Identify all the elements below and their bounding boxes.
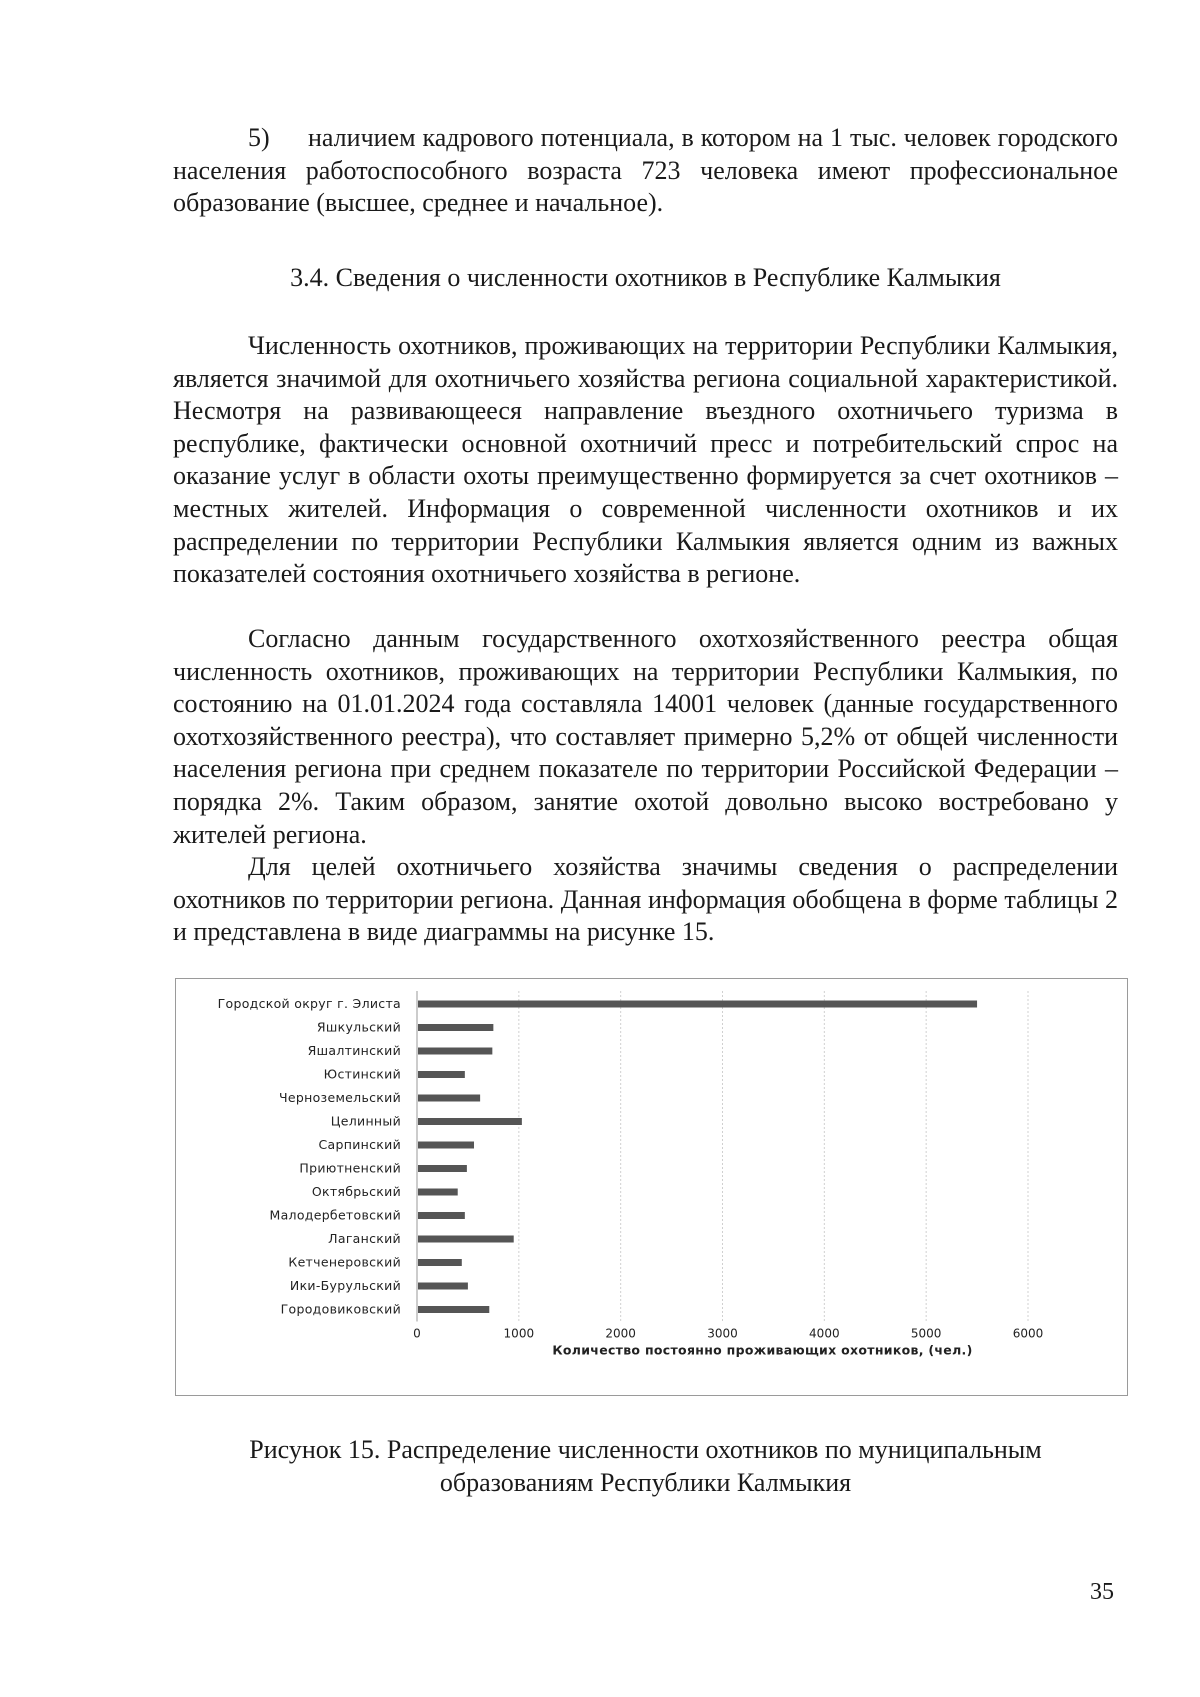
bar-chart <box>176 979 1129 1397</box>
list-item-text: наличием кадрового потенциала, в котором на 1 тыс. человек городского населения работоспособного возраста 723 человека имеют профессиональное образование (высшее, среднее и начальное). <box>173 123 1118 218</box>
category-label: Малодербетовский <box>269 1207 401 1223</box>
bar <box>418 1118 522 1125</box>
bar <box>418 1095 480 1102</box>
bar <box>418 1165 467 1172</box>
category-label: Черноземельский <box>279 1090 401 1105</box>
category-label: Городской округ г. Элиста <box>217 996 401 1011</box>
bar <box>418 1236 514 1243</box>
paragraph-3: Для целей охотничьего хозяйства значимы сведения о распределении охотников по территории региона. Данная информация обобщена в форме таблицы 2 и представлена в виде диаграммы на рисунке 15. <box>173 852 1118 947</box>
category-label: Приютненский <box>299 1160 401 1176</box>
x-axis-title: Количество постоянно проживающих охотников, (чел.) <box>552 1342 973 1358</box>
category-label: Яшалтинский <box>307 1043 401 1058</box>
category-label: Целинный <box>330 1113 401 1129</box>
category-label: Яшкульский <box>316 1019 401 1035</box>
x-tick-label: 1000 <box>503 1326 535 1341</box>
figure-15-chart <box>175 978 1128 1396</box>
category-label: Городовиковский <box>280 1301 401 1317</box>
category-label: Ики-Бурульский <box>289 1278 401 1293</box>
bar <box>418 1001 977 1008</box>
x-tick-label: 2000 <box>605 1326 636 1341</box>
paragraph-1: Численность охотников, проживающих на территории Республики Калмыкия, является значимой для охотничьего хозяйства региона социальной характеристикой. Несмотря на развивающееся направление въездного охотничьего туризма в республике, фактически основной охотничий пресс и потребительский спрос на оказание услуг в области охоты преимущественно формируется за счет охотников – местных жителей. Информация о современной численности охотников и их распределении по территории Республики Калмыкия является одним из важных показателей состояния охотничьего хозяйства в регионе. <box>173 331 1118 589</box>
category-label: Юстинский <box>323 1066 401 1082</box>
bar <box>418 1048 492 1055</box>
bar <box>418 1024 493 1031</box>
bar <box>418 1142 474 1149</box>
bar <box>418 1306 489 1313</box>
x-tick-label: 4000 <box>809 1326 840 1341</box>
bar <box>418 1189 458 1196</box>
x-tick-label: 0 <box>413 1326 421 1341</box>
category-label: Лаганский <box>328 1231 401 1246</box>
section-heading: 3.4. Сведения о численности охотников в Республике Калмыкия <box>290 263 1001 292</box>
page-number: 35 <box>1090 1579 1114 1605</box>
list-item-5 <box>173 122 1118 220</box>
list-item-number: 5) <box>248 123 270 152</box>
figure-caption: Рисунок 15. Распределение численности охотников по муниципальным образованиям Республики Калмыкия <box>249 1435 1042 1497</box>
bar <box>418 1283 468 1290</box>
bar <box>418 1212 465 1219</box>
category-label: Кетченеровский <box>288 1254 401 1270</box>
category-label: Октябрьский <box>311 1184 401 1199</box>
x-tick-label: 6000 <box>1012 1326 1044 1341</box>
x-tick-label: 5000 <box>910 1326 942 1341</box>
category-label: Сарпинский <box>318 1137 401 1152</box>
x-tick-label: 3000 <box>707 1326 738 1341</box>
paragraph-2: Согласно данным государственного охотхозяйственного реестра общая численность охотников, проживающих на территории Республики Калмыкия, по состоянию на 01.01.2024 года составляла 14001 человек (данные государственного охотхозяйственного реестра), что составляет примерно 5,2% от общей численности населения региона при среднем показателе по территории Российской Федерации – порядка 2%. Таким образом, занятие охотой довольно высоко востребовано у жителей региона. <box>173 624 1118 849</box>
bar <box>418 1071 465 1078</box>
bar <box>418 1259 462 1266</box>
